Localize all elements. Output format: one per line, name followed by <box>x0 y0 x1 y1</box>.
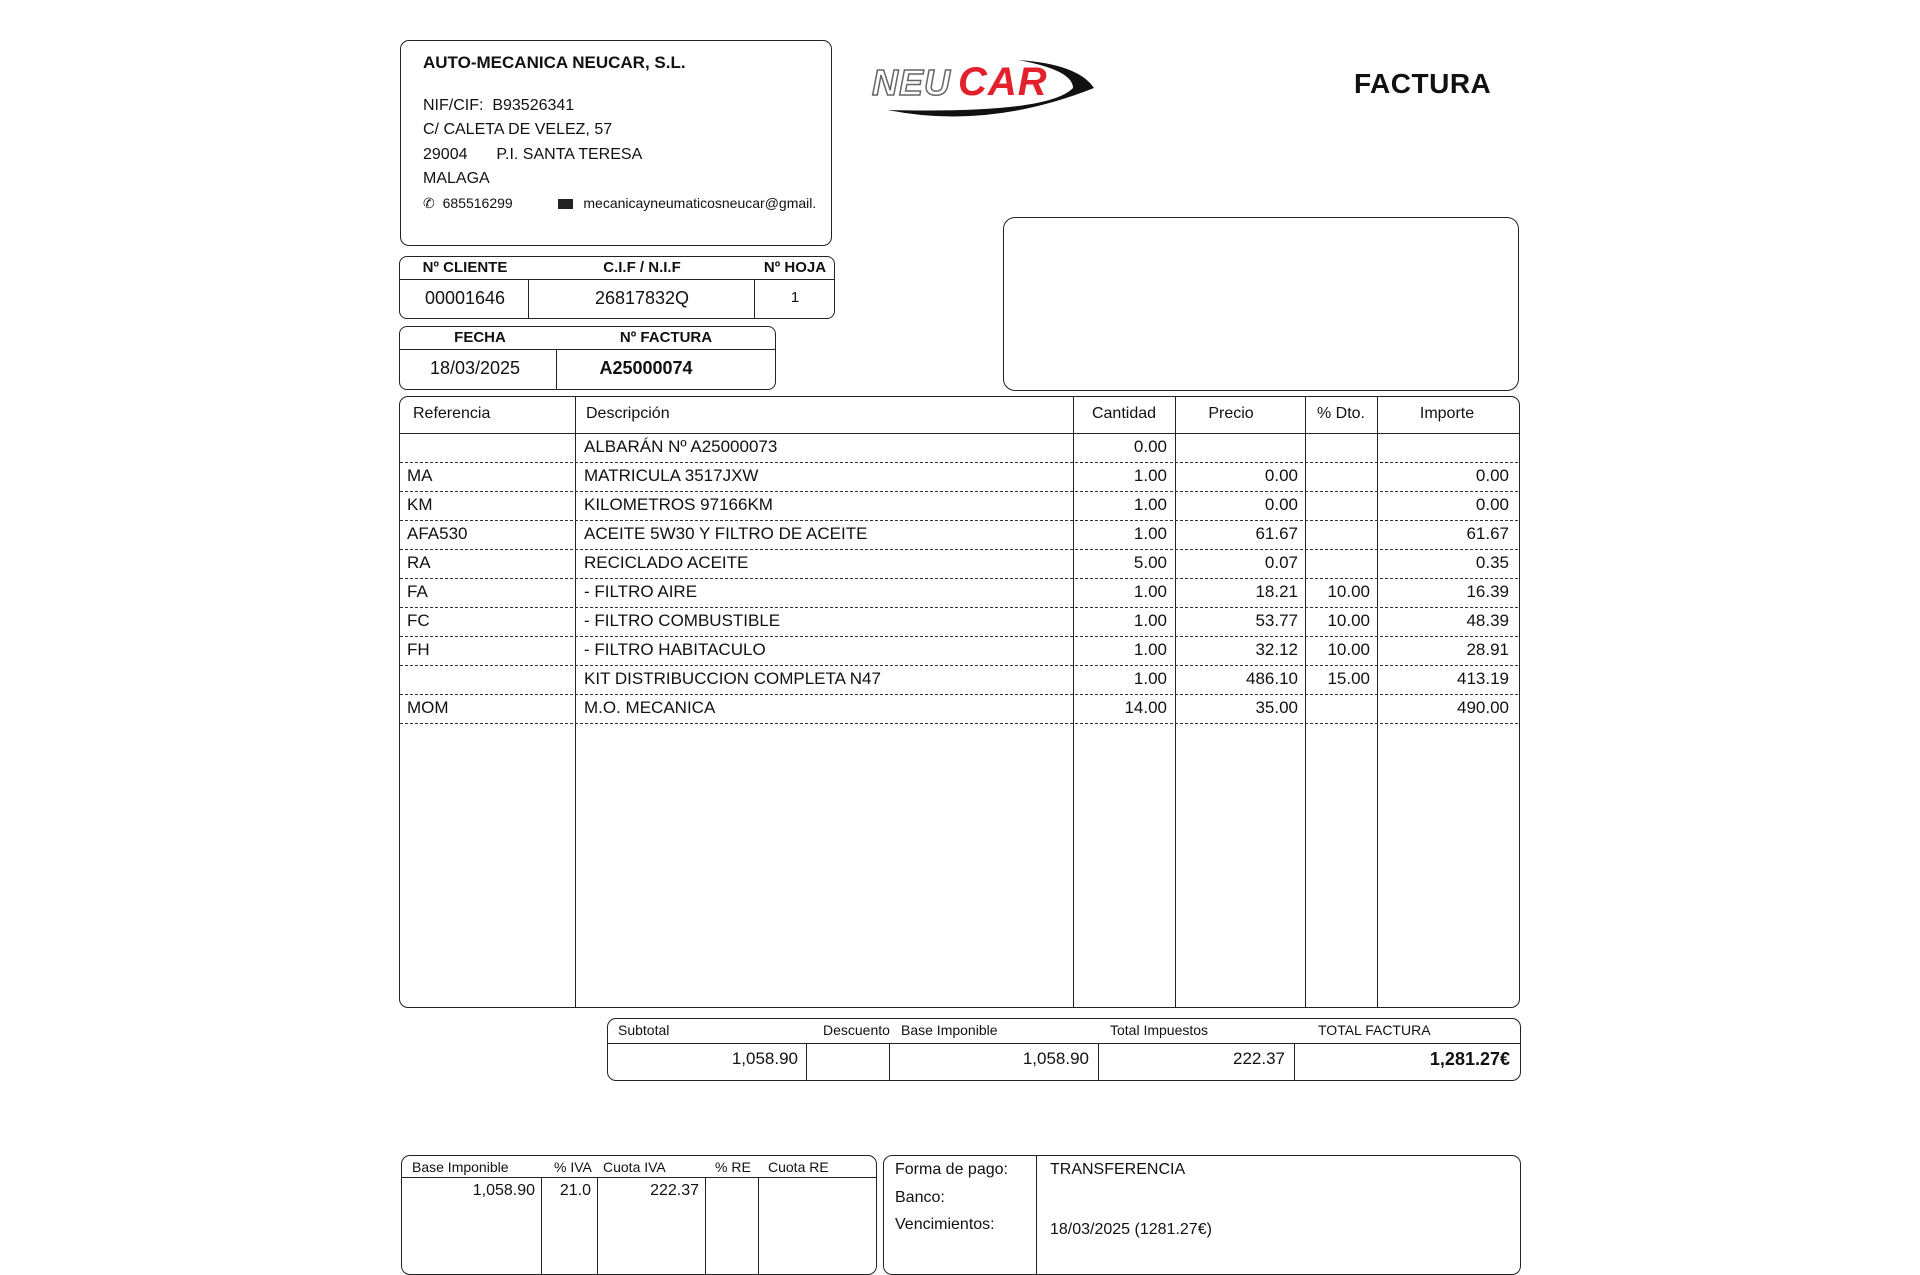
cell-price: 0.00 <box>1264 466 1298 485</box>
date-header: FECHA <box>454 329 506 346</box>
cell-price: 18.21 <box>1255 582 1298 601</box>
cell-quantity: 1.00 <box>1133 466 1167 485</box>
company-email: mecanicayneumaticosneucar@gmail. <box>583 195 817 211</box>
cell-price: 0.00 <box>1264 495 1298 514</box>
table-row <box>400 463 1518 492</box>
logo-text-neu: NEU <box>872 62 952 103</box>
cell-price: 486.10 <box>1246 669 1298 688</box>
table-row <box>400 434 1518 463</box>
cell-description: RECICLADO ACEITE <box>584 553 749 572</box>
due-label: Vencimientos: <box>895 1216 995 1233</box>
cell-discount: 10.00 <box>1327 582 1370 601</box>
cell-description: ACEITE 5W30 Y FILTRO DE ACEITE <box>584 524 868 543</box>
totals-table <box>607 1018 1521 1081</box>
subtotal-label: Subtotal <box>618 1022 670 1038</box>
tax-base-label: Base Imponible <box>412 1159 509 1175</box>
table-row <box>400 521 1518 550</box>
bank-label: Banco: <box>895 1189 945 1206</box>
company-info-box <box>400 40 832 246</box>
cell-description: KILOMETROS 97166KM <box>584 495 773 514</box>
cell-reference: MA <box>407 466 433 485</box>
iva-pct-label: % IVA <box>554 1159 592 1175</box>
phone-icon: ✆ <box>423 195 435 211</box>
client-cif: 26817832Q <box>594 288 690 308</box>
client-info-table <box>399 256 835 319</box>
company-address: C/ CALETA DE VELEZ, 57 <box>423 121 613 138</box>
cell-reference: MOM <box>407 698 449 717</box>
items-table <box>399 396 1520 1008</box>
cell-amount: 16.39 <box>1466 582 1509 601</box>
header-price: Precio <box>1208 405 1254 422</box>
cell-price: 53.77 <box>1255 611 1298 630</box>
table-row <box>400 579 1518 608</box>
iva-amount-value: 222.37 <box>650 1182 699 1199</box>
client-number: 00001646 <box>424 288 506 308</box>
base-label: Base Imponible <box>901 1022 998 1038</box>
cell-amount: 28.91 <box>1466 640 1509 659</box>
iva-amount-label: Cuota IVA <box>603 1159 666 1175</box>
cell-quantity: 1.00 <box>1133 524 1167 543</box>
discount-label: Descuento <box>823 1022 890 1038</box>
cell-price: 0.07 <box>1264 553 1298 572</box>
cell-description: KIT DISTRIBUCCION COMPLETA N47 <box>584 669 881 688</box>
client-address-box <box>1003 217 1519 391</box>
header-amount: Importe <box>1419 405 1475 422</box>
cif-header: C.I.F / N.I.F <box>603 259 681 276</box>
cell-reference: FH <box>407 640 430 659</box>
cell-reference: AFA530 <box>407 524 468 543</box>
cell-amount: 413.19 <box>1457 669 1509 688</box>
total-invoice-label: TOTAL FACTURA <box>1318 1022 1431 1038</box>
cell-quantity: 1.00 <box>1133 611 1167 630</box>
header-reference: Referencia <box>413 405 491 422</box>
total-invoice-value: 1,281.27€ <box>1429 1049 1510 1069</box>
payment-box <box>883 1155 1521 1275</box>
table-row <box>400 550 1518 579</box>
cell-reference: KM <box>407 495 433 514</box>
cell-quantity: 1.00 <box>1133 582 1167 601</box>
iva-pct-value: 21.0 <box>559 1182 591 1199</box>
table-row <box>400 666 1518 695</box>
logo-text-car: CAR <box>958 60 1048 104</box>
cell-amount: 490.00 <box>1457 698 1509 717</box>
re-pct-label: % RE <box>715 1159 751 1175</box>
table-row <box>400 637 1518 666</box>
cell-description: MATRICULA 3517JXW <box>584 466 759 485</box>
cell-discount: 15.00 <box>1327 669 1370 688</box>
sheet-header: Nº HOJA <box>763 259 827 276</box>
cell-discount: 10.00 <box>1327 640 1370 659</box>
cell-price: 61.67 <box>1255 524 1298 543</box>
invoice-info-table <box>399 326 776 390</box>
company-area: P.I. SANTA TERESA <box>496 146 643 163</box>
company-nif-value: B93526341 <box>492 97 575 114</box>
company-city: MALAGA <box>423 170 490 187</box>
company-phone: 685516299 <box>442 195 513 211</box>
re-amount-label: Cuota RE <box>768 1159 829 1175</box>
tax-base-value: 1,058.90 <box>472 1182 535 1199</box>
company-postal-area <box>423 146 642 164</box>
invoice-date: 18/03/2025 <box>429 358 521 378</box>
header-quantity: Cantidad <box>1091 405 1157 422</box>
cell-amount: 0.00 <box>1475 495 1509 514</box>
company-nif <box>423 97 574 115</box>
company-nif-label: NIF/CIF: <box>423 97 484 114</box>
tax-table <box>401 1155 877 1275</box>
cell-amount: 48.39 <box>1466 611 1509 630</box>
neucar-logo <box>868 52 1102 124</box>
cell-amount: 0.35 <box>1475 553 1509 572</box>
cell-reference: FA <box>407 582 428 601</box>
cell-amount: 0.00 <box>1475 466 1509 485</box>
cell-quantity: 1.00 <box>1133 640 1167 659</box>
subtotal-value: 1,058.90 <box>731 1049 798 1068</box>
company-contact <box>423 195 816 212</box>
table-row <box>400 608 1518 637</box>
base-value: 1,058.90 <box>1022 1049 1089 1068</box>
cell-quantity: 5.00 <box>1133 553 1167 572</box>
table-row <box>400 695 1518 724</box>
payment-method-value: TRANSFERENCIA <box>1050 1161 1186 1178</box>
cell-amount: 61.67 <box>1466 524 1509 543</box>
client-number-header: Nº CLIENTE <box>422 259 508 276</box>
payment-method-label: Forma de pago: <box>895 1161 1008 1178</box>
header-discount: % Dto. <box>1316 405 1365 422</box>
cell-reference: RA <box>407 553 431 572</box>
company-postal-code: 29004 <box>423 146 468 163</box>
sheet-number: 1 <box>790 289 800 306</box>
cell-description: - FILTRO AIRE <box>584 582 698 601</box>
total-taxes-label: Total Impuestos <box>1110 1022 1209 1038</box>
cell-quantity: 1.00 <box>1133 495 1167 514</box>
cell-description: - FILTRO HABITACULO <box>584 640 766 659</box>
cell-quantity: 14.00 <box>1124 698 1167 717</box>
document-title: FACTURA <box>1354 68 1492 99</box>
table-row <box>400 492 1518 521</box>
invoice-number: A25000074 <box>599 358 693 378</box>
invoice-number-header: Nº FACTURA <box>619 329 713 346</box>
cell-discount: 10.00 <box>1327 611 1370 630</box>
cell-price: 32.12 <box>1255 640 1298 659</box>
cell-price: 35.00 <box>1255 698 1298 717</box>
total-taxes-value: 222.37 <box>1233 1049 1285 1068</box>
cell-description: - FILTRO COMBUSTIBLE <box>584 611 781 630</box>
company-name: AUTO-MECANICA NEUCAR, S.L. <box>423 53 686 72</box>
cell-quantity: 1.00 <box>1133 669 1167 688</box>
cell-description: ALBARÁN Nº A25000073 <box>584 437 778 456</box>
envelope-icon <box>558 199 573 209</box>
cell-reference: FC <box>407 611 430 630</box>
header-description: Descripción <box>586 405 670 422</box>
due-value: 18/03/2025 (1281.27€) <box>1050 1221 1212 1238</box>
cell-description: M.O. MECANICA <box>584 698 716 717</box>
cell-quantity: 0.00 <box>1133 437 1167 456</box>
